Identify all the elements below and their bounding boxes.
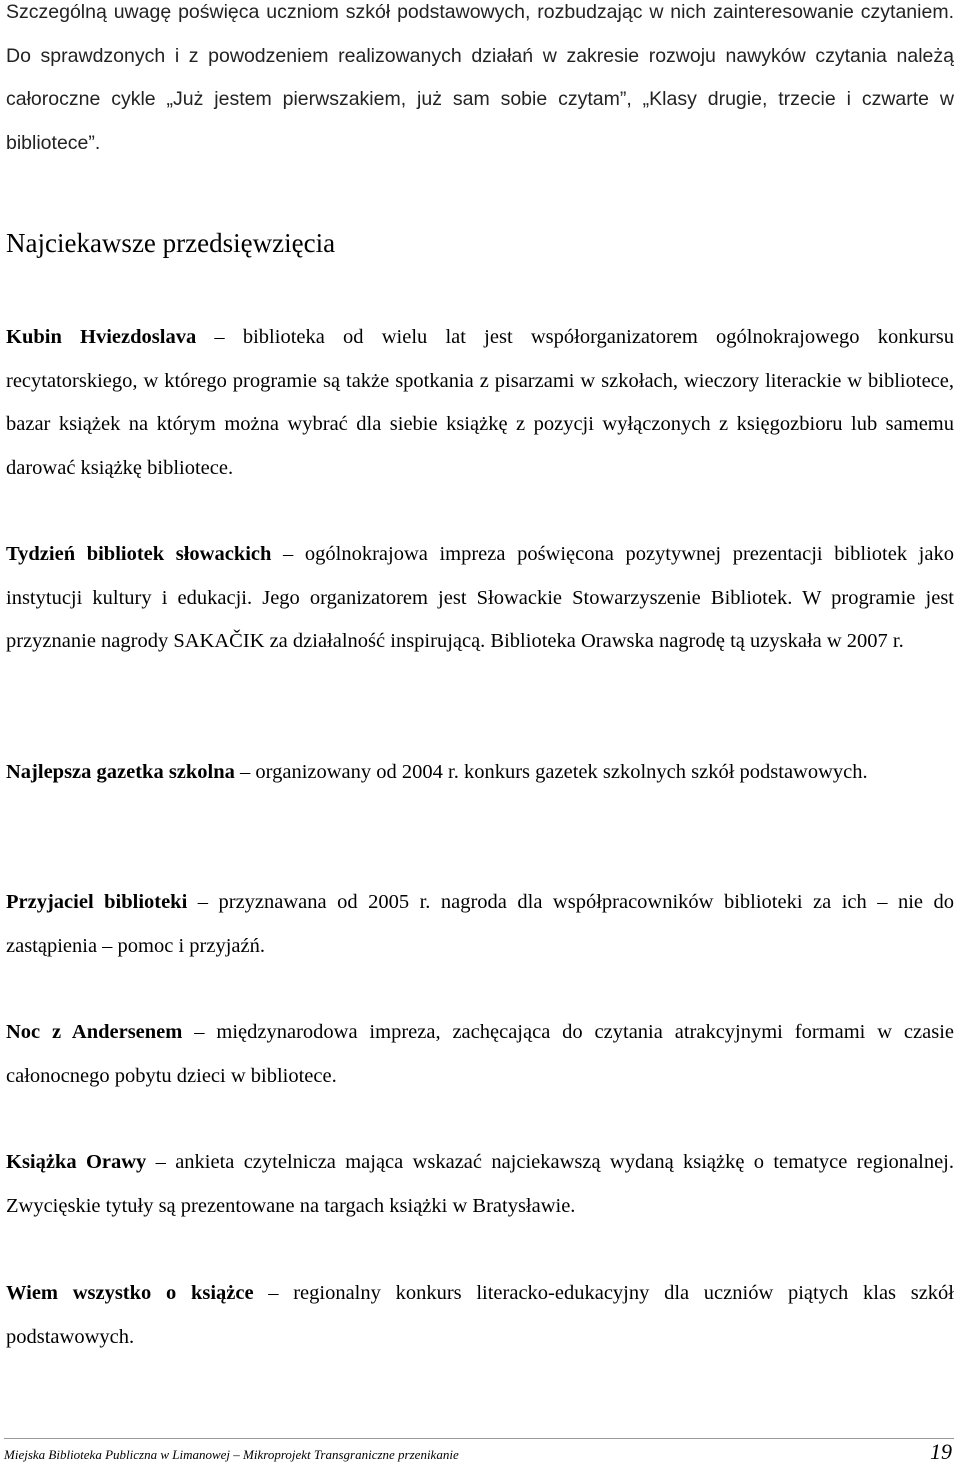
page-footer xyxy=(4,1438,954,1469)
entry-term: Najlepsza gazetka szkolna xyxy=(6,761,235,783)
entry-wiem-wszystko xyxy=(6,1272,954,1359)
entry-najlepsza-gazetka xyxy=(6,751,954,795)
entry-description: – biblioteka od wielu lat jest współorganizatorem ogólnokrajowego konkursu recytatorskiego, w którego programie są także spotkania z pisarzami w szkołach, wieczory literackie w bibliotece, bazar książek na którym można wybrać dla siebie książkę z pozycji wyłączonych z księgozbioru lub samemu darować książkę bibliotece. xyxy=(6,326,955,479)
entry-term: Wiem wszystko o książce xyxy=(6,1282,254,1304)
entry-kubin-hviezdoslava xyxy=(6,316,954,490)
entry-description: – regionalny konkurs literacko-edukacyjny dla uczniów piątych klas szkół podstawowych. xyxy=(6,1282,954,1348)
page-number: 19 xyxy=(930,1439,952,1464)
entry-term: Kubin Hviezdoslava xyxy=(6,326,197,348)
entry-tydzien-bibliotek xyxy=(6,533,954,664)
entry-term: Noc z Andersenem xyxy=(6,1021,183,1043)
entry-ksiazka-orawy xyxy=(6,1141,954,1228)
entry-term: Książka Orawy xyxy=(6,1151,147,1173)
entry-description: – międzynarodowa impreza, zachęcająca do czytania atrakcyjnymi formami w czasie całonocnego pobytu dzieci w bibliotece. xyxy=(6,1021,954,1087)
entry-description: – ogólnokrajowa impreza poświęcona pozytywnej prezentacji bibliotek jako instytucji kultury i edukacji. Jego organizatorem jest Słowackie Stowarzyszenie Bibliotek. W programie jest przyznanie nagrody SAKAČIK za działalność inspirującą. Biblioteka Orawska nagrodę tą uzyskała w 2007 r. xyxy=(6,543,954,652)
entry-description: – przyznawana od 2005 r. nagroda dla współpracowników biblioteki za ich – nie do zastąpienia – pomoc i przyjaźń. xyxy=(6,891,954,957)
entry-description: – organizowany od 2004 r. konkurs gazetek szkolnych szkół podstawowych. xyxy=(234,761,868,783)
entry-przyjaciel-biblioteki xyxy=(6,881,954,968)
document-page xyxy=(6,0,955,1348)
entry-description: – ankieta czytelnicza mająca wskazać najciekawszą wydaną książkę o tematyce regionalnej. Zwycięskie tytuły są prezentowane na targach książki w Bratysławie. xyxy=(6,1151,955,1217)
footer-text: Miejska Biblioteka Publiczna w Limanowej – Mikroprojekt Transgraniczne przenikanie xyxy=(4,1447,459,1462)
entry-term: Tydzień bibliotek słowackich xyxy=(6,543,272,565)
entry-term: Przyjaciel biblioteki xyxy=(6,891,188,913)
section-heading: Najciekawsze przedsięwzięcia xyxy=(6,228,336,258)
entry-noc-z-andersenem xyxy=(6,1011,954,1098)
intro-paragraph: Szczególną uwagę poświęca uczniom szkół podstawowych, rozbudzając w nich zainteresowanie czytaniem. Do sprawdzonych i z powodzeniem realizowanych działań w zakresie rozwoju nawyków czytania należą całoroczne cykle „Już jestem pierwszakiem, już sam sobie czytam”, „Klasy drugie, trzecie i czwarte w bibliotece”. xyxy=(6,1,954,154)
